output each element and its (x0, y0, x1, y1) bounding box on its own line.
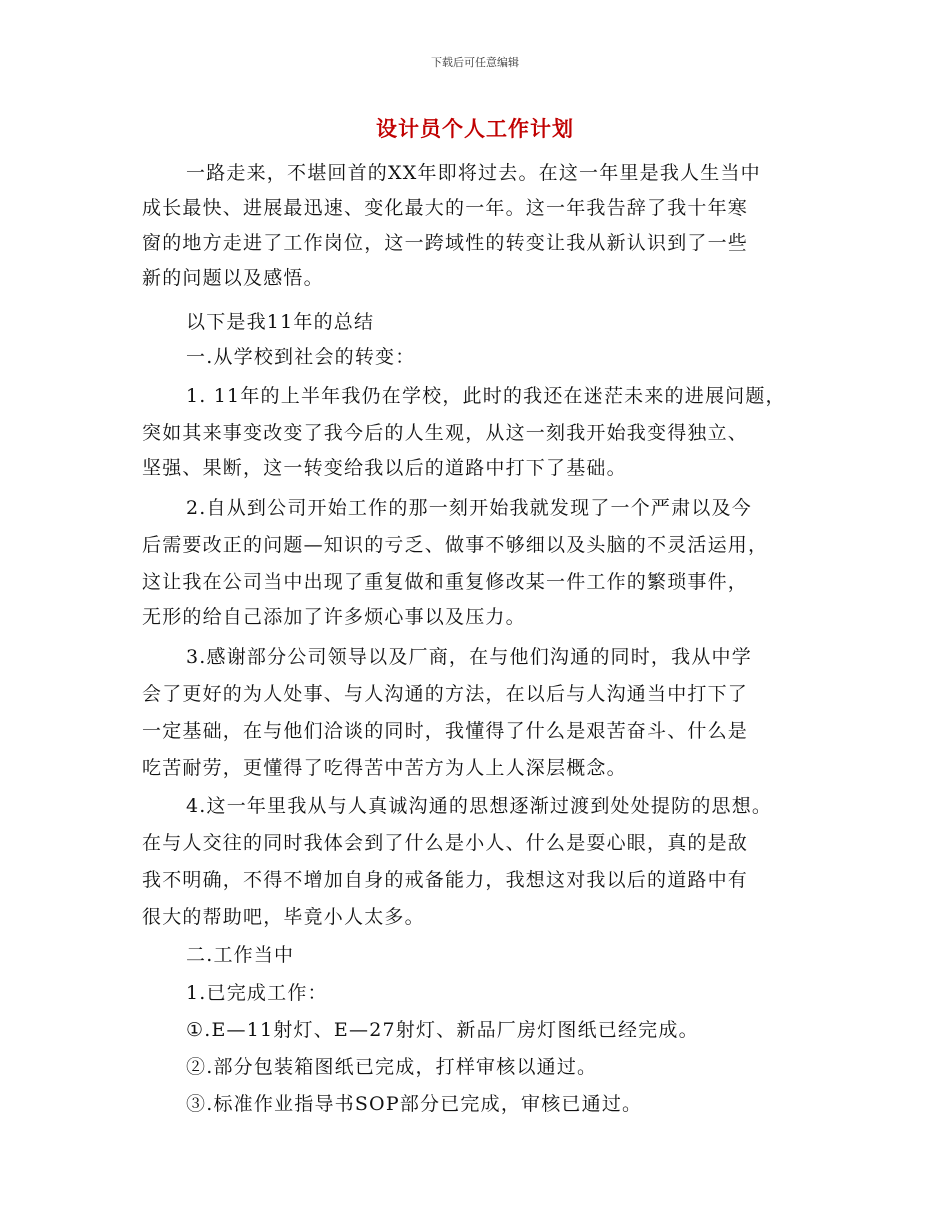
paragraph-line: 一路走来，不堪回首的XX年即将过去。在这一年里是我人生当中 (186, 162, 761, 184)
paragraph-line: 后需要改正的问题—知识的亏乏、做事不够细以及头脑的不灵活运用， (142, 534, 769, 556)
paragraph-line: 会了更好的为人处事、与人沟通的方法，在以后与人沟通当中打下了 (142, 683, 749, 705)
list-heading: 1.已完成工作： (186, 982, 328, 1004)
header-note: 下载后可任意编辑 (431, 56, 519, 69)
document-title: 设计员个人工作计划 (376, 117, 574, 141)
section-heading: 二.工作当中 (186, 944, 295, 966)
list-item: ③.标准作业指导书SOP部分已完成，审核已通过。 (186, 1093, 643, 1115)
paragraph-line: 突如其来事变改变了我今后的人生观，从这一刻我开始我变得独立、 (142, 422, 749, 444)
paragraph-line: 吃苦耐劳，更懂得了吃得苦中苦方为人上人深层概念。 (142, 757, 627, 779)
paragraph-line: 无形的给自己添加了许多烦心事以及压力。 (142, 606, 526, 628)
paragraph-line: 成长最快、进展最迅速、变化最大的一年。这一年我告辞了我十年寒 (142, 197, 749, 219)
list-item: ②.部分包装箱图纸已完成，打样审核以通过。 (186, 1056, 598, 1078)
paragraph-line: 3.感谢部分公司领导以及厂商，在与他们沟通的同时，我从中学 (186, 646, 752, 668)
paragraph-line: 这让我在公司当中出现了重复做和重复修改某一件工作的繁琐事件， (142, 571, 749, 593)
paragraph-line: 2.自从到公司开始工作的那一刻开始我就发现了一个严肃以及今 (186, 497, 752, 519)
paragraph-line: 一定基础，在与他们洽谈的同时，我懂得了什么是艰苦奋斗、什么是 (142, 720, 749, 742)
paragraph-line: 在与人交往的同时我体会到了什么是小人、什么是耍心眼，真的是敌 (142, 832, 749, 854)
paragraph-line: 1. 11年的上半年我仍在学校，此时的我还在迷茫未来的进展问题， (186, 385, 786, 407)
paragraph-line: 窗的地方走进了工作岗位，这一跨域性的转变让我从新认识到了一些 (142, 232, 749, 254)
section-heading: 一.从学校到社会的转变： (186, 346, 416, 368)
paragraph-line: 坚强、果断，这一转变给我以后的道路中打下了基础。 (142, 457, 627, 479)
paragraph-line: 以下是我11年的总结 (186, 311, 375, 333)
paragraph-line: 很大的帮助吧，毕竟小人太多。 (142, 906, 425, 928)
paragraph-line: 4.这一年里我从与人真诚沟通的思想逐渐过渡到处处提防的思想。 (186, 795, 773, 817)
paragraph-line: 新的问题以及感悟。 (142, 267, 324, 289)
paragraph-line: 我不明确，不得不增加自身的戒备能力，我想这对我以后的道路中有 (142, 869, 749, 891)
list-item: ①.E—11射灯、E—27射灯、新品厂房灯图纸已经完成。 (186, 1019, 699, 1041)
